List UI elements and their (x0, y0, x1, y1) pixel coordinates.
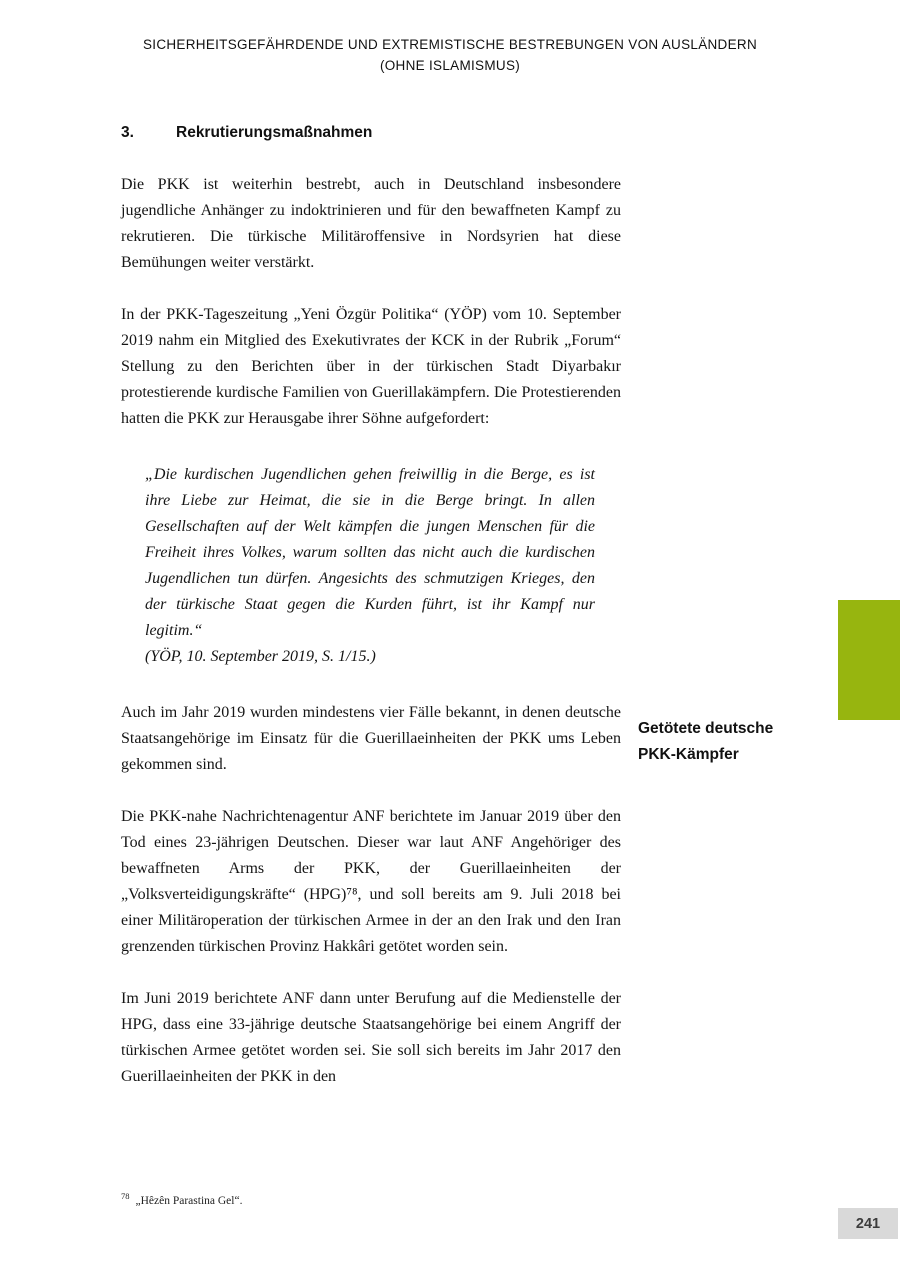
section-title: Rekrutierungsmaßnahmen (176, 124, 373, 141)
quote-text: „Die kurdischen Jugendlichen gehen freiwillig in die Berge, es ist ihre Liebe zur Heimat, die sie in die Berge bringt. In allen Gesellschaften auf der Welt kämpfen die jungen Menschen für die Freiheit ihres Volkes, warum sollten das nicht auch die kurdischen Jugendlichen tun dürfen. Angesichts des schmutzigen Krieges, den der türkische Staat gegen die Kurden führt, ist ihr Kampf nur legitim.“ (145, 466, 595, 639)
section-color-tab (838, 600, 900, 720)
footnote-text: „Hêzên Parastina Gel“. (135, 1194, 243, 1207)
paragraph-recruitment-intro: Die PKK ist weiterhin bestrebt, auch in Deutschland insbesondere jugendliche Anhänger zu indoktrinieren und für den bewaffneten Kampf zu rekrutieren. Die türkische Militäroffensive in Nordsyrien hat diese Bemühungen weiter verstärkt. (121, 176, 621, 271)
main-text-column (121, 120, 621, 1116)
section-number: 3. (121, 124, 134, 141)
section-heading (121, 120, 621, 146)
footnote-marker: 78 (121, 1191, 130, 1201)
margin-note-text: Getötete deutsche PKK-Kämpfer (638, 720, 774, 763)
page-number-text: 241 (855, 1215, 881, 1232)
quote-source: (YÖP, 10. September 2019, S. 1/15.) (145, 648, 376, 665)
running-header-line1: SICHERHEITSGEFÄHRDENDE UND EXTREMISTISCHE BESTREBUNGEN VON AUSLÄNDERN (142, 37, 758, 52)
page-number-badge (838, 1208, 898, 1239)
paragraph-anf-january: Die PKK-nahe Nachrichtenagentur ANF berichtete im Januar 2019 über den Tod eines 23-jährigen Deutschen. Dieser war laut ANF Angehöriger des bewaffneten Arms der PKK, der Guerillaeinheiten der „Volksverteidigungskräfte“ (HPG)⁷⁸, und soll bereits am 9. Juli 2018 bei einer Militäroperation der türkischen Armee in der an den Irak und den Iran grenzenden türkischen Provinz Hakkâri getötet worden sein. (121, 808, 621, 955)
paragraph-anf-june: Im Juni 2019 berichtete ANF dann unter Berufung auf die Medienstelle der HPG, dass eine 33-jährige deutsche Staatsangehörige bei einem Angriff der türkischen Armee getötet worden sei. Sie soll sich bereits im Jahr 2017 den Guerillaeinheiten der PKK in den (121, 990, 621, 1085)
running-header-line2: (OHNE ISLAMISMUS) (379, 58, 521, 73)
running-header (0, 34, 900, 76)
footnote (121, 1188, 641, 1209)
paragraph-cases-2019: Auch im Jahr 2019 wurden mindestens vier Fälle bekannt, in denen deutsche Staatsangehörige im Einsatz für die Guerillaeinheiten der PKK ums Leben gekommen sind. (121, 704, 621, 773)
margin-note-killed-pkk-fighters (638, 716, 798, 768)
paragraph-yop-report: In der PKK-Tageszeitung „Yeni Özgür Politika“ (YÖP) vom 10. September 2019 nahm ein Mitglied des Exekutivrates der KCK in der Rubrik „Forum“ Stellung zu den Berichten über in der türkischen Stadt Diyarbakır protestierende kurdische Familien von Guerillakämpfern. Die Protestierenden hatten die PKK zur Herausgabe ihrer Söhne aufgefordert: (121, 306, 621, 427)
quote-block (145, 462, 595, 670)
